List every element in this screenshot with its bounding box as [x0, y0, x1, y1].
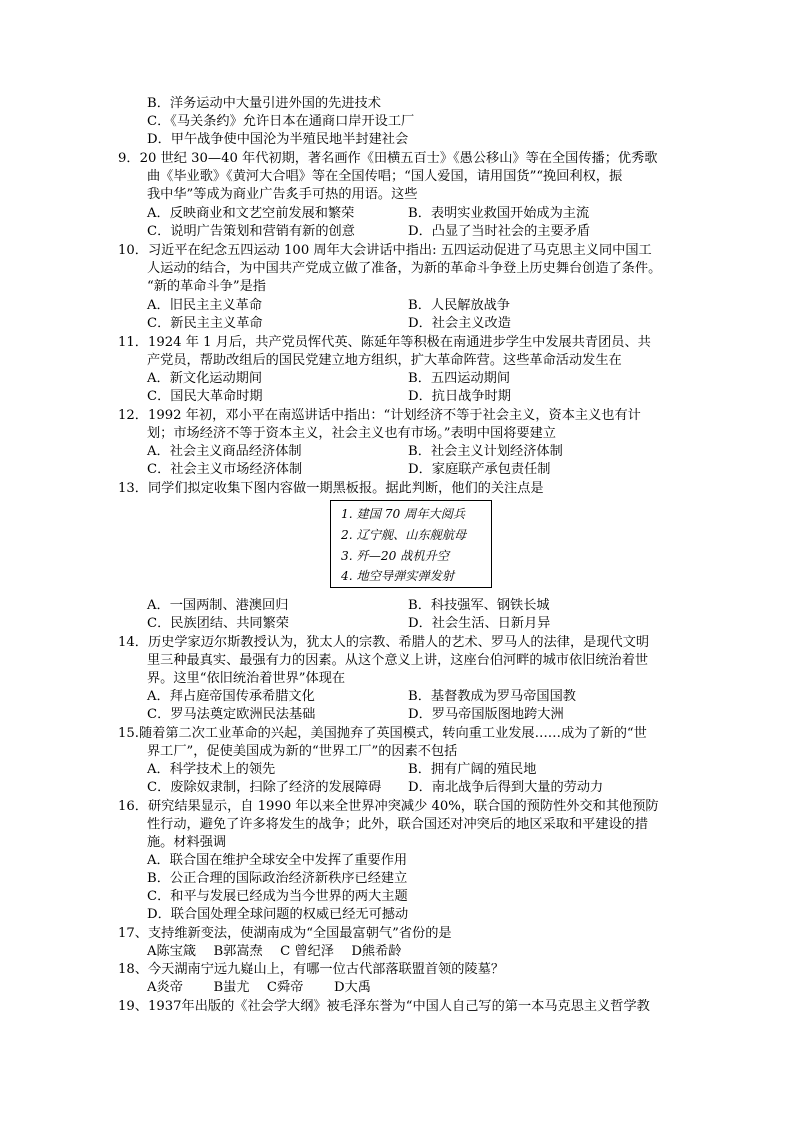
q14-stem-line3: 界。这里“依旧统治着世界”体现在 — [147, 671, 346, 686]
q16-option-a: A．联合国在维护全球安全中发挥了重要作用 — [147, 853, 408, 868]
q11-option-b: B．五四运动期间 — [408, 371, 511, 386]
q16-option-b: B．公正合理的国际政治经济新秩序已经建立 — [147, 871, 408, 886]
q14-stem-line2: 里三种最真实、最强有力的因素。从这个意义上讲，这座台伯河畔的城市依旧统治着世 — [147, 653, 649, 668]
q12-option-b: B．社会主义计划经济体制 — [408, 444, 563, 459]
q11-option-a: A．新文化运动期间 — [147, 371, 263, 386]
q12-stem-line1: 12．1992 年初，邓小平在南巡讲话中指出：“计划经济不等于社会主义，资本主义也有计 — [118, 408, 641, 423]
q12-stem-line2: 划；市场经济不等于资本主义，社会主义也有市场。”表明中国将要建立 — [147, 426, 556, 441]
q9-option-a: A．反映商业和文艺空前发展和繁荣 — [147, 206, 355, 221]
q10-option-c: C．新民主主义革命 — [147, 316, 263, 331]
q11-stem-line2: 产党员，帮助改组后的国民党建立地方组织，扩大革命阵营。这些革命活动发生在 — [147, 353, 622, 368]
box-item-1: 1. 建国 70 周年大阅兵 — [341, 507, 466, 521]
q14-option-a: A．拜占庭帝国传承希腊文化 — [147, 689, 315, 704]
q12-option-a: A．社会主义商品经济体制 — [147, 444, 302, 459]
q15-option-a: A．科学技术上的领先 — [147, 762, 276, 777]
q14-stem-line1: 14．历史学家迈尔斯教授认为，犹太人的宗教、希腊人的艺术、罗马人的法律，是现代文明 — [118, 635, 650, 650]
q9-option-b: B．表明实业救国开始成为主流 — [408, 206, 590, 221]
q15-option-b: B．拥有广阔的殖民地 — [408, 762, 537, 777]
q13-option-d: D．社会生活、日新月异 — [408, 616, 551, 631]
q18-options: A炎帝 B蚩尤 C舜帝 D大禹 — [147, 980, 371, 995]
q11-stem-line1: 11．1924 年 1 月后，共产党员恽代英、陈延年等积极在南通进步学生中发展共青团员、共 — [118, 335, 651, 350]
q10-option-d: D．社会主义改造 — [408, 316, 511, 331]
q11-option-d: D．抗日战争时期 — [408, 389, 511, 404]
q14-option-d: D．罗马帝国版图地跨大洲 — [408, 707, 564, 722]
q16-option-d: D．联合国处理全球问题的权威已经无可撼动 — [147, 907, 409, 922]
q19-stem-line1: 19、1937年出版的《社会学大纲》被毛泽东誉为“中国人自己写的第一本马克思主义哲学教 — [118, 999, 650, 1014]
q16-option-c: C．和平与发展已经成为当今世界的两大主题 — [147, 889, 408, 904]
box-item-2: 2. 辽宁舰、山东舰航母 — [341, 528, 467, 542]
q10-stem-line3: “新的革命斗争”是指 — [147, 279, 266, 294]
q16-stem-line1: 16．研究结果显示，自 1990 年以来全世界冲突减少 40%，联合国的预防性外交和其他预防 — [118, 799, 659, 814]
q9-stem-line1: 9．20 世纪 30—40 年代初期，著名画作《田横五百士》《愚公移山》等在全国传播；优秀歌 — [118, 151, 658, 166]
q8-option-c: C．《马关条约》允许日本在通商口岸开设工厂 — [147, 114, 415, 129]
q17-options: A陈宝箴 B郭嵩焘 C 曾纪泽 D熊希龄 — [147, 944, 402, 959]
q14-option-b: B．基督教成为罗马帝国国教 — [408, 689, 576, 704]
q12-option-c: C．社会主义市场经济体制 — [147, 462, 303, 477]
q10-stem-line2: 人运动的结合，为中国共产党成立做了准备，为新的革命斗争登上历史舞台创造了条件。 — [147, 261, 662, 276]
box-item-4: 4. 地空导弹实弹发射 — [341, 569, 455, 583]
q13-option-c: C．民族团结、共同繁荣 — [147, 616, 289, 631]
box-item-3: 3. 歼—20 战机升空 — [341, 549, 450, 563]
q15-option-d: D．南北战争后得到大量的劳动力 — [408, 780, 604, 795]
q11-option-c: C．国民大革命时期 — [147, 389, 263, 404]
q9-option-c: C．说明广告策划和营销有新的创意 — [147, 224, 355, 239]
q9-option-d: D．凸显了当时社会的主要矛盾 — [408, 224, 591, 239]
q15-stem-line2: 界工厂”，促使美国成为新的“世界工厂”的因素不包括 — [147, 744, 458, 759]
q14-option-c: C．罗马法奠定欧洲民法基础 — [147, 707, 316, 722]
q12-option-d: D．家庭联产承包责任制 — [408, 462, 551, 477]
q9-stem-line2: 曲《毕业歌》《黄河大合唱》等在全国传唱；“国人爱国，请用国货”“挽回利权，振 — [147, 169, 623, 184]
q10-stem-line1: 10．习近平在纪念五四运动 100 周年大会讲话中指出: 五四运动促进了马克思主义同中国工 — [118, 243, 652, 258]
q18-stem-line1: 18、今天湖南宁远九嶷山上，有哪一位古代部落联盟首领的陵墓？ — [118, 962, 505, 977]
q9-stem-line3: 我中华”等成为商业广告炙手可热的用语。这些 — [147, 187, 418, 202]
q13-content-box — [330, 500, 492, 588]
q17-stem-line1: 17、支持维新变法，使湖南成为“全国最富朝气”省份的是 — [118, 926, 452, 941]
q8-option-b: B．洋务运动中大量引进外国的先进技术 — [147, 96, 381, 111]
q13-stem-line1: 13．同学们拟定收集下图内容做一期黑板报。据此判断，他们的关注点是 — [118, 481, 544, 496]
q13-option-b: B．科技强军、钢铁长城 — [408, 598, 550, 613]
q10-option-b: B．人民解放战争 — [408, 298, 511, 313]
q16-stem-line3: 施。材料强调 — [147, 835, 227, 850]
q10-option-a: A．旧民主主义革命 — [147, 298, 263, 313]
q13-option-a: A．一国两制、港澳回归 — [147, 598, 289, 613]
q15-option-c: C．废除奴隶制，扫除了经济的发展障碍 — [147, 780, 382, 795]
q16-stem-line2: 性行动，避免了许多将发生的战争；此外，联合国还对冲突后的地区采取和平建设的措 — [147, 817, 649, 832]
q15-stem-line1: 15.随着第二次工业革命的兴起，美国抛弃了英国模式，转向重工业发展……成为了新的“世 — [118, 726, 647, 741]
q8-option-d: D．甲午战争使中国沦为半殖民地半封建社会 — [147, 132, 409, 147]
